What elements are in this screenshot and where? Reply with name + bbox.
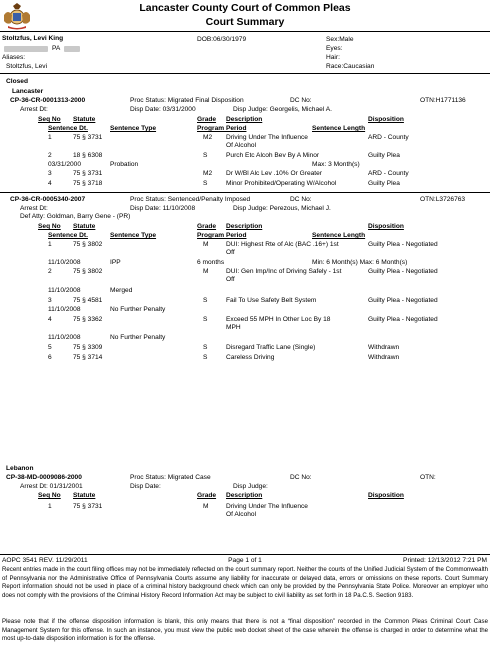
col-disposition: Disposition xyxy=(368,116,404,123)
redacted-address xyxy=(4,46,48,52)
printed-date: Printed: 12/13/2012 7:21 PM xyxy=(403,557,487,564)
otn: OTN: xyxy=(420,474,436,481)
statute: 75 § 3731 xyxy=(73,170,103,177)
form-number: AOPC 3541 REV. 11/29/2011 xyxy=(2,557,88,564)
docket-number: CP-36-CR-0005340-2007 xyxy=(10,196,86,203)
sentence-date: 11/10/2008 xyxy=(48,259,81,266)
sentence-length: Min: 6 Month(s) Max: 6 Month(s) xyxy=(312,259,408,266)
offense-description: Dr W/Bl Alc Lev .10% Or Greater xyxy=(226,170,323,177)
docket-number: CP-38-MD-0009086-2000 xyxy=(6,474,82,481)
seq-number: 3 xyxy=(48,170,52,177)
grade: S xyxy=(203,152,208,159)
offense-description: DUI: Gen Imp/Inc of Driving Safely - 1st Off xyxy=(226,268,342,283)
statute: 75 § 3362 xyxy=(73,316,103,323)
court-title: Lancaster County Court of Common Pleas xyxy=(139,2,351,14)
hair: Hair: xyxy=(326,54,340,61)
proc-status: Proc Status: Migrated Case xyxy=(130,474,211,481)
statute: 18 § 6308 xyxy=(73,152,103,159)
sentence-length: Max: 3 Month(s) xyxy=(312,161,360,168)
grade: M xyxy=(203,241,209,248)
otn: OTN:H1771136 xyxy=(420,97,466,104)
page-number: Page 1 of 1 xyxy=(228,557,262,564)
grade: M2 xyxy=(203,134,213,141)
county-lebanon: Lebanon xyxy=(6,465,34,472)
disposition: Guilty Plea - Negotiated xyxy=(368,316,438,323)
col-seq-no: Seq No xyxy=(38,492,61,499)
report-title: Court Summary xyxy=(205,16,285,28)
col-sentence-length: Sentence Length xyxy=(312,125,366,132)
disclaimer-paragraph: Recent entries made in the court filing offices may not be immediately reflected on the court summary report. Neither the courts of the Unified Judicial System of the Commonwealth of Pennsylvania nor the Administrative Office of Pennsylvania Courts assume any liability for inaccurate or delayed data, errors or omissions on these reports. Court Summary Report information should not be used in place of a criminal history background check which can only be provided by the Pennsylvania State Police. Moreover an employer who does not comply with the provisions of the Criminal History Record Information Act may be subject to civil liability as set forth in 18 Pa.C.S. Section 9183. xyxy=(2,566,488,599)
sex: Sex:Male xyxy=(326,36,354,43)
col-grade: Grade xyxy=(197,116,217,123)
seq-number: 6 xyxy=(48,354,52,361)
seq-number: 1 xyxy=(48,503,52,510)
col-seq-no: Seq No xyxy=(38,223,61,230)
grade: M xyxy=(203,503,209,510)
arrest-date: Arrest Dt: xyxy=(20,205,48,212)
sentence-type: IPP xyxy=(110,259,121,266)
offense-description: Disregard Traffic Lane (Single) xyxy=(226,344,316,351)
disposition: Withdrawn xyxy=(368,344,400,351)
defendant-name: Stoltzfus, Levi King xyxy=(2,35,64,42)
arrest-date: Arrest Dt: 01/31/2001 xyxy=(20,483,83,490)
dob: DOB:06/30/1979 xyxy=(197,36,247,43)
arrest-date: Arrest Dt: xyxy=(20,106,48,113)
seq-number: 4 xyxy=(48,316,52,323)
disposition-date: Disp Date: 11/10/2008 xyxy=(130,205,196,212)
defense-attorney: Def Atty: Goldman, Barry Gene - (PR) xyxy=(20,213,131,220)
sentence-type: No Further Penalty xyxy=(110,334,166,341)
county-lancaster: Lancaster xyxy=(12,88,44,95)
header-divider xyxy=(0,31,490,32)
statute: 75 § 3802 xyxy=(73,241,103,248)
col-program-period: Program Period xyxy=(197,232,247,239)
footer-divider xyxy=(0,554,490,555)
info-divider xyxy=(0,73,490,74)
col-program-period: Program Period xyxy=(197,125,247,132)
defendant-state: PA xyxy=(52,45,61,52)
grade: S xyxy=(203,354,208,361)
sentence-type: Probation xyxy=(110,161,139,168)
sentence-type: No Further Penalty xyxy=(110,306,166,313)
offense-description: Minor Prohibited/Operating W/Alcohol xyxy=(226,180,337,187)
offense-description: Exceed 55 MPH In Other Loc By 18 MPH xyxy=(226,316,331,331)
seq-number: 2 xyxy=(48,268,52,275)
program-period: 6 months xyxy=(197,259,225,266)
disposition-judge: Disp Judge: Perezous, Michael J. xyxy=(233,205,331,212)
status-closed: Closed xyxy=(6,78,28,85)
col-description: Description xyxy=(226,223,263,230)
sentence-type: Merged xyxy=(110,287,133,294)
disposition: Withdrawn xyxy=(368,354,400,361)
col-disposition: Disposition xyxy=(368,492,404,499)
disposition: ARD - County xyxy=(368,170,409,177)
statute: 75 § 4581 xyxy=(73,297,103,304)
disposition-date: Disp Date: 03/31/2000 xyxy=(130,106,196,113)
disposition-judge: Disp Judge: xyxy=(233,483,268,490)
seq-number: 3 xyxy=(48,297,52,304)
col-seq-no: Seq No xyxy=(38,116,61,123)
col-statute: Statute xyxy=(73,492,96,499)
col-sentence-length: Sentence Length xyxy=(312,232,366,239)
col-sentence-dt: Sentence Dt. xyxy=(48,232,88,239)
grade: M xyxy=(203,268,209,275)
case-divider xyxy=(0,192,490,193)
disposition: Guilty Plea xyxy=(368,152,400,159)
sentence-date: 11/10/2008 xyxy=(48,287,81,294)
seq-number: 4 xyxy=(48,180,52,187)
disposition: Guilty Plea - Negotiated xyxy=(368,241,438,248)
proc-status: Proc Status: Migrated Final Disposition xyxy=(130,97,244,104)
col-disposition: Disposition xyxy=(368,223,404,230)
offense-description: Driving Under The Influence Of Alcohol xyxy=(226,134,308,149)
disposition-date: Disp Date: xyxy=(130,483,161,490)
grade: M2 xyxy=(203,170,213,177)
proc-status: Proc Status: Sentenced/Penalty Imposed xyxy=(130,196,251,203)
col-description: Description xyxy=(226,492,263,499)
sentence-date: 03/31/2000 xyxy=(48,161,82,168)
offense-description: Driving Under The Influence Of Alcohol xyxy=(226,503,308,518)
sentence-date: 11/10/2008 xyxy=(48,306,81,313)
offense-description: Fail To Use Safety Belt System xyxy=(226,297,317,304)
disposition: ARD - County xyxy=(368,134,409,141)
redacted-zip xyxy=(64,46,80,52)
col-grade: Grade xyxy=(197,492,217,499)
dc-number: DC No: xyxy=(290,97,312,104)
col-description: Description xyxy=(226,116,263,123)
sentence-date: 11/10/2008 xyxy=(48,334,81,341)
grade: S xyxy=(203,344,208,351)
disposition-note-paragraph: Please note that if the offense disposition information is blank, this only means that there is not a “final disposition” recorded in the Common Pleas Criminal Court Case Management System for this offense. In such an instance, you must view the public web docket sheet of the case wherein the offense is charged in order to determine what the most up-to-date disposition information is for the offense. xyxy=(2,618,488,643)
eyes: Eyes: xyxy=(326,45,343,52)
disposition: Guilty Plea - Negotiated xyxy=(368,268,438,275)
disposition: Guilty Plea xyxy=(368,180,400,187)
seq-number: 1 xyxy=(48,241,52,248)
seq-number: 5 xyxy=(48,344,52,351)
dc-number: DC No: xyxy=(290,196,312,203)
col-sentence-type: Sentence Type xyxy=(110,125,157,132)
alias-name: Stoltzfus, Levi xyxy=(6,63,48,70)
offense-description: DUI: Highest Rte of Alc (BAC .16+) 1st Off xyxy=(226,241,339,256)
dc-number: DC No: xyxy=(290,474,312,481)
col-sentence-dt: Sentence Dt. xyxy=(48,125,88,132)
grade: S xyxy=(203,297,208,304)
col-statute: Statute xyxy=(73,223,96,230)
offense-description: Purch Etc Alcoh Bev By A Minor xyxy=(226,152,320,159)
statute: 75 § 3714 xyxy=(73,354,103,361)
statute: 75 § 3731 xyxy=(73,134,103,141)
race: Race:Caucasian xyxy=(326,63,375,70)
col-statute: Statute xyxy=(73,116,96,123)
statute: 75 § 3802 xyxy=(73,268,103,275)
statute: 75 § 3731 xyxy=(73,503,103,510)
offense-description: Careless Driving xyxy=(226,354,275,361)
aliases-label: Aliases: xyxy=(2,54,26,61)
grade: S xyxy=(203,316,208,323)
col-grade: Grade xyxy=(197,223,217,230)
docket-number: CP-36-CR-0001313-2000 xyxy=(10,97,86,104)
otn: OTN:L3726763 xyxy=(420,196,466,203)
grade: S xyxy=(203,180,208,187)
seq-number: 1 xyxy=(48,134,52,141)
disposition-judge: Disp Judge: Georgelis, Michael A. xyxy=(233,106,332,113)
statute: 75 § 3718 xyxy=(73,180,103,187)
seq-number: 2 xyxy=(48,152,52,159)
disposition: Guilty Plea - Negotiated xyxy=(368,297,438,304)
statute: 75 § 3309 xyxy=(73,344,103,351)
col-sentence-type: Sentence Type xyxy=(110,232,157,239)
